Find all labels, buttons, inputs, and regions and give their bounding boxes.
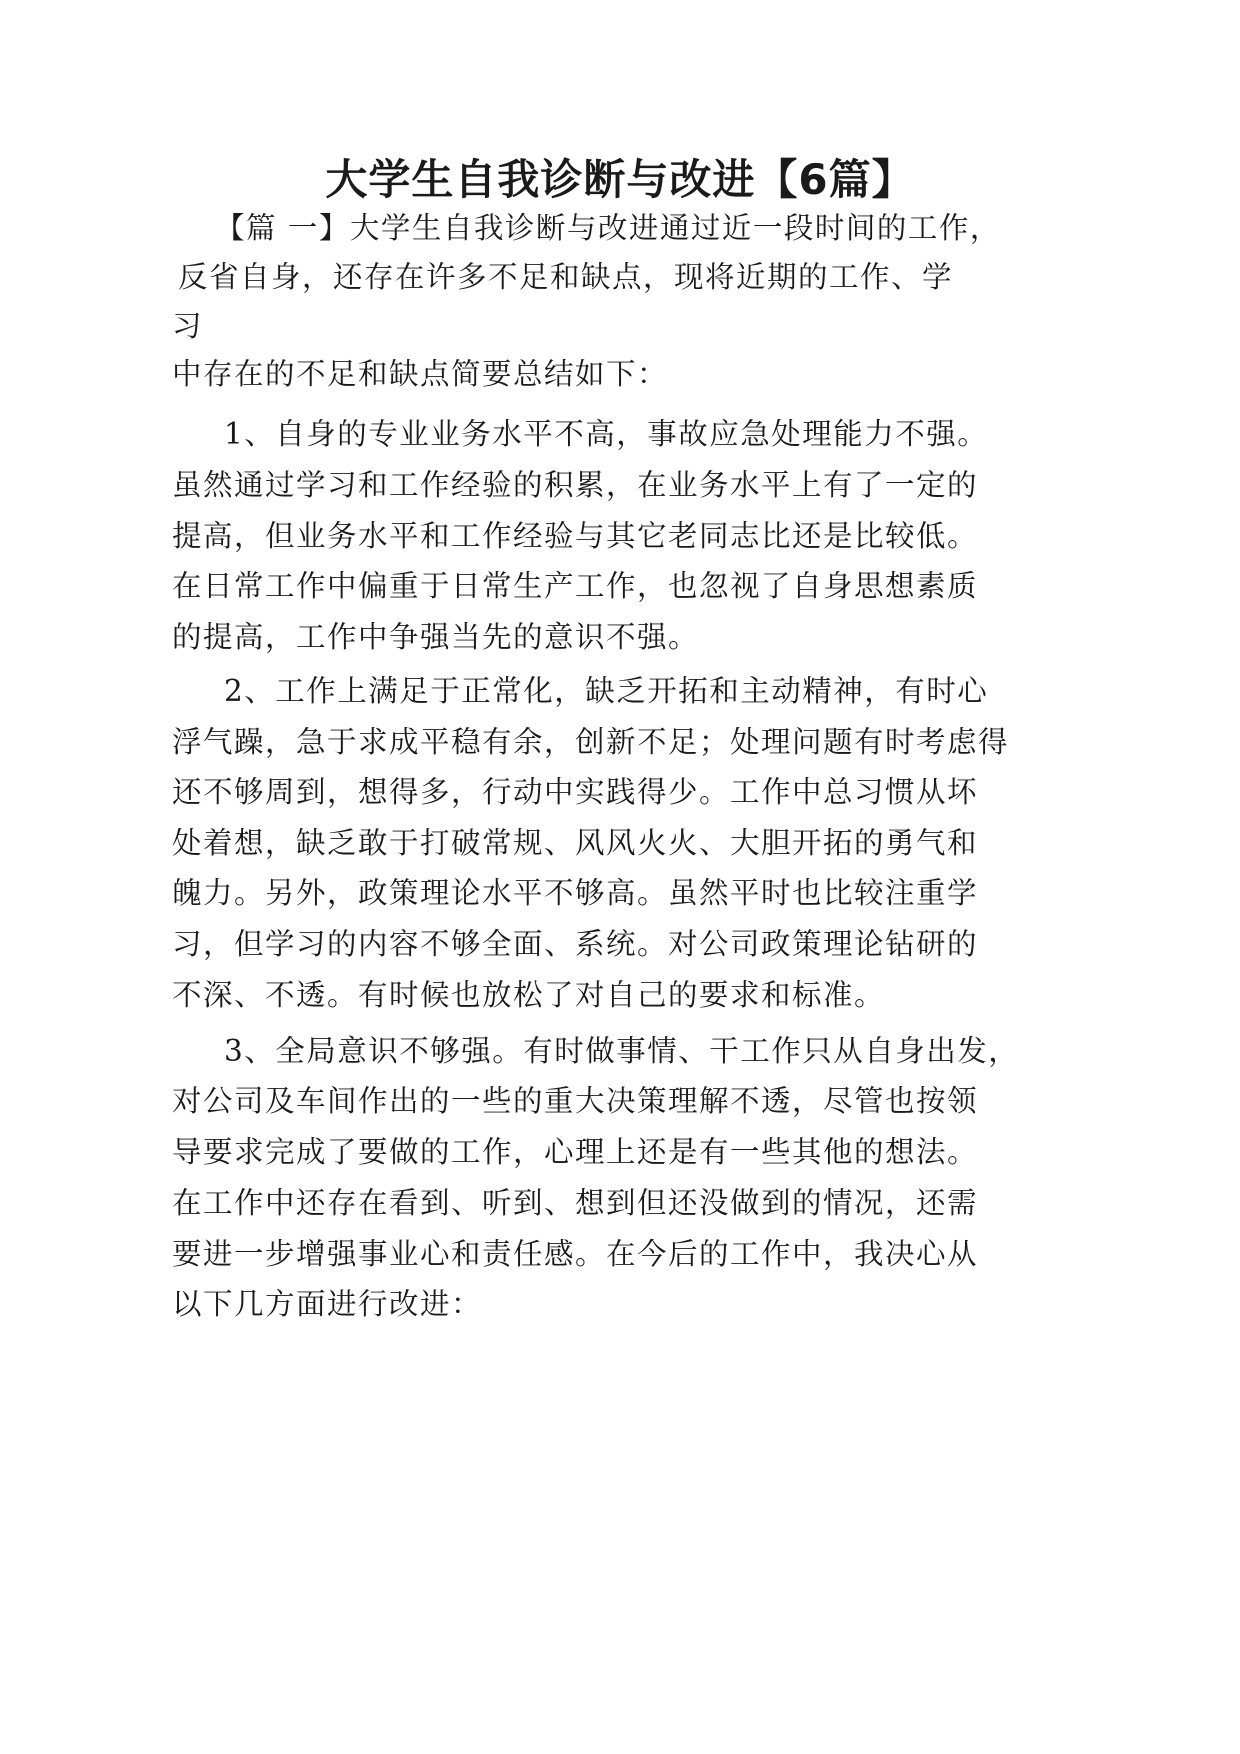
item1-line: 提高，但业务水平和工作经验与其它老同志比还是比较低。 [172, 519, 979, 553]
item3-line: 3、全局意识不够强。有时做事情、干工作只从自身出发， [224, 1034, 1020, 1068]
item3-line: 在工作中还存在看到、听到、想到但还没做到的情况，还需 [172, 1186, 979, 1220]
item2-line: 习，但学习的内容不够全面、系统。对公司政策理论钻研的 [172, 927, 979, 961]
intro-line: 中存在的不足和缺点简要总结如下： [172, 357, 669, 391]
item3-line: 对公司及车间作出的一些的重大决策理解不透，尽管也按领 [172, 1084, 979, 1118]
item3-line: 导要求完成了要做的工作，心理上还是有一些其他的想法。 [172, 1135, 979, 1169]
item3-line: 要进一步增强事业心和责任感。在今后的工作中，我决心从 [172, 1237, 979, 1271]
document-title: 大学生自我诊断与改进【6篇】 [325, 155, 915, 204]
item1-line: 虽然通过学习和工作经验的积累，在业务水平上有了一定的 [172, 468, 979, 502]
intro-line: 反省自身，还存在许多不足和缺点，现将近期的工作、学 [178, 260, 954, 294]
item2-line: 2、工作上满足于正常化，缺乏开拓和主动精神，有时心 [224, 674, 989, 708]
item1-line: 的提高，工作中争强当先的意识不强。 [172, 620, 700, 654]
item1-line: 1、自身的专业业务水平不高，事故应急处理能力不强。 [224, 417, 989, 451]
intro-line: 习 [172, 309, 204, 343]
item2-line: 魄力。另外，政策理论水平不够高。虽然平时也比较注重学 [172, 876, 979, 910]
item2-line: 浮气躁，急于求成平稳有余，创新不足；处理问题有时考虑得 [172, 725, 1010, 759]
item2-line: 还不够周到，想得多，行动中实践得少。工作中总习惯从坏 [172, 775, 979, 809]
item2-line: 处着想，缺乏敢于打破常规、风风火火、大胆开拓的勇气和 [172, 826, 979, 860]
intro-line: 【篇 一】大学生自我诊断与改进通过近一段时间的工作， [215, 211, 1001, 245]
item2-line: 不深、不透。有时候也放松了对自己的要求和标准。 [172, 978, 886, 1012]
item3-line: 以下几方面进行改进： [172, 1287, 483, 1321]
item1-line: 在日常工作中偏重于日常生产工作，也忽视了自身思想素质 [172, 569, 979, 603]
